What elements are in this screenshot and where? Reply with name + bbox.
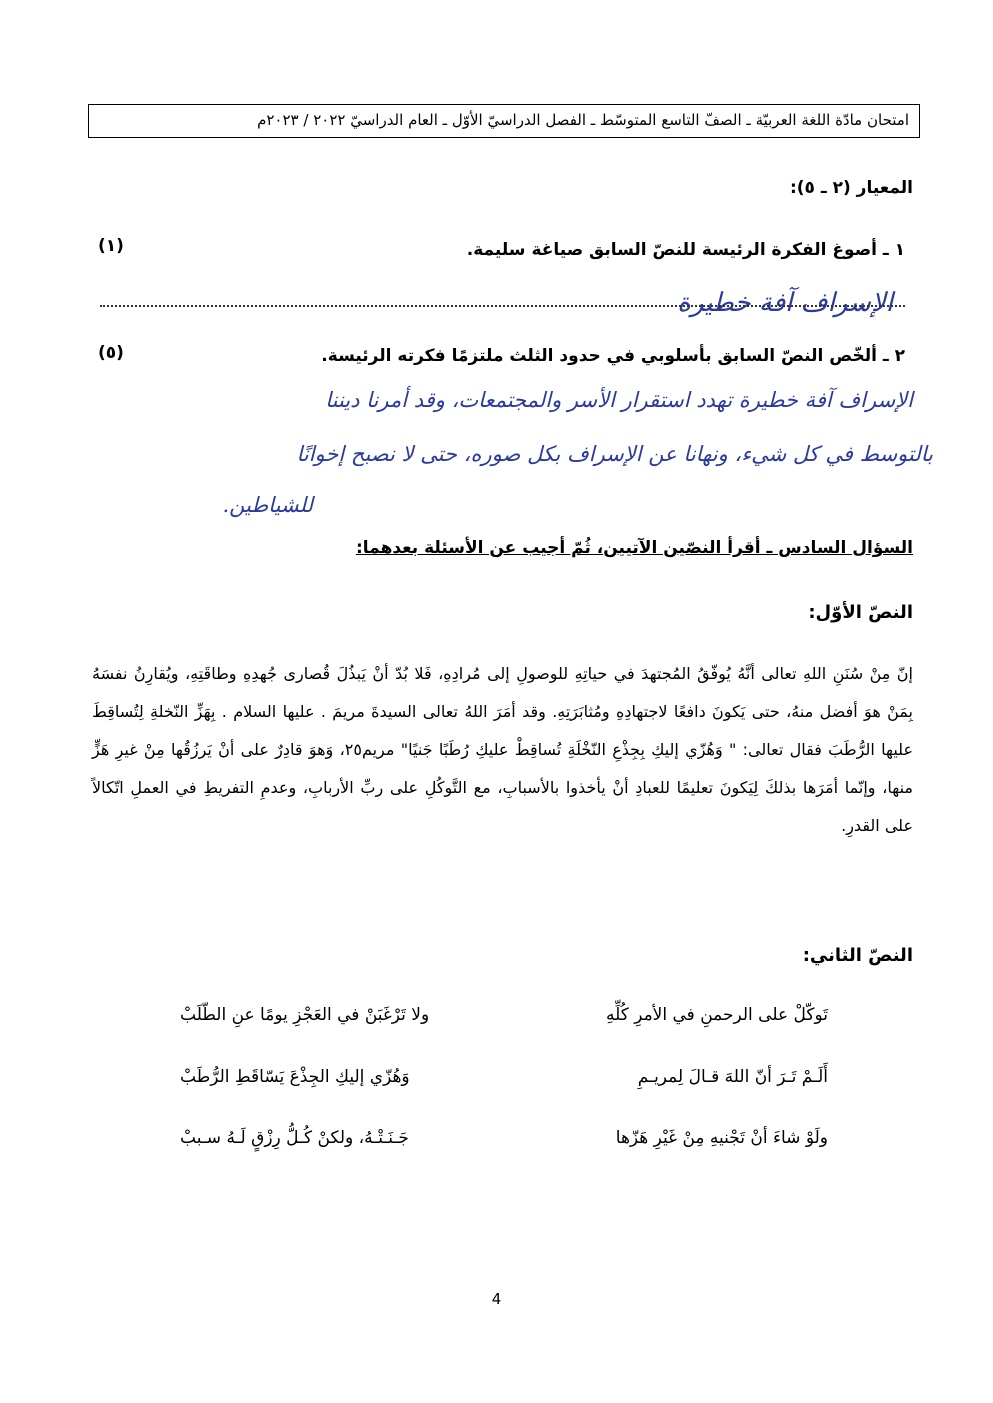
question-1-mark: (١): [98, 236, 124, 256]
text-1-body: إنّ مِنْ سُنَنِ اللهِ تعالى أنَّهُ يُوفّقُ المُجتهدَ في حياتِهِ للوصولِ إلى مُرادِهِ، فَلا بُدّ أنْ يَبذُلَ قُصارى جُهدِهِ وطاقَتِهِ، ويُقارِنُ نفسَهُ بِمَنْ هوَ أفضل منهُ، حتى يَكونَ دافعًا لاجتهادِهِ ومُثابَرَتِهِ. وقد أمَرَ اللهُ تعالى السيدةَ مريمَ . عليها السلام . بِهَزِّ النّخلةِ لِتُساقِطَ عليها الرُّطَبَ فقال تعالى: " وَهُزّي إليكِ بِجِذْعِ النّخْلَةِ تُساقِطْ عليكِ رُطَبًا جَنيًا" مريم٢٥، وَهوَ قادِرٌ على أنْ يَرزُقُها مِنْ غيرِ هَزٍّ منها، وإنّما أمَرَها بذلكَ لِيَكونَ تعليمًا للعبادِ أنْ يأخذوا بالأسبابِ، مع التَّوكُلِ على ربِّ الأربابِ، وعدمِ التفريطِ في العملِ اتّكالاً على القدرِ.: [92, 664, 913, 835]
verse-1-second-hemistich: ولا تَرْغَبَنْ في العَجْزِ يومًا عنِ الطّلَبْ: [180, 1005, 430, 1025]
verse-2-first-hemistich: أَلَـمْ تَـرَ أنّ اللهَ قـالَ لِمريـمِ: [637, 1067, 828, 1087]
verse-3-second-hemistich: جَـنَـتْـهُ، ولكنْ كُـلُّ رِزْقٍ لَـهُ سـببْ: [180, 1128, 409, 1148]
text-1-title: النصّ الأوّل:: [808, 602, 913, 623]
question-2-answer-line-1: الإسراف آفة خطيرة تهدد استقرار الأسر والمجتمعات، وقد أمرنا ديننا: [325, 388, 913, 412]
answer-dotted-line: [100, 305, 905, 307]
text-2-title: النصّ الثاني:: [802, 945, 913, 966]
question-2-text: ٢ ـ ألخّص النصّ السابق بأسلوبي في حدود الثلث ملتزمًا فكرته الرئيسة.: [321, 346, 905, 366]
verse-1-first-hemistich: تَوكّلْ على الرحمنِ في الأمرِ كُلِّهِ: [605, 1005, 828, 1025]
exam-header-title: امتحان مادّة اللغة العربيّة ـ الصفّ التاسع المتوسّط ـ الفصل الدراسيّ الأوّل ـ العام الدراسيّ ٢٠٢٢ / ٢٠٢٣م: [257, 111, 909, 129]
question-2-mark: (٥): [98, 343, 124, 363]
question-2-answer-line-3: للشياطين.: [222, 493, 313, 517]
question-1-text: ١ ـ أصوغ الفكرة الرئيسة للنصّ السابق صياغة سليمة.: [466, 240, 905, 260]
question-6-title: السؤال السادس ـ أقرأ النصّين الآتيين، ثُمّ أجيب عن الأسئلة بعدهما:: [355, 538, 913, 558]
question-2-answer-line-2: بالتوسط في كل شيء، ونهانا عن الإسراف بكل صوره، حتى لا نصبح إخوانًا: [296, 442, 933, 466]
question-1-answer: الإسراف آفة خطيرة: [677, 288, 893, 318]
verse-3-first-hemistich: ولَوْ شاءَ أنْ تَجْنيهِ مِنْ غَيْرِ هَزّها: [615, 1128, 828, 1148]
verse-2-second-hemistich: وَهُزّي إليكِ الجِذْعَ يَسّاقَطِ الرُّطَبْ: [180, 1067, 410, 1087]
exam-header-box: [88, 104, 920, 138]
criterion-label: المعيار (٢ ـ ٥):: [789, 178, 913, 198]
page-number: 4: [491, 1290, 502, 1308]
